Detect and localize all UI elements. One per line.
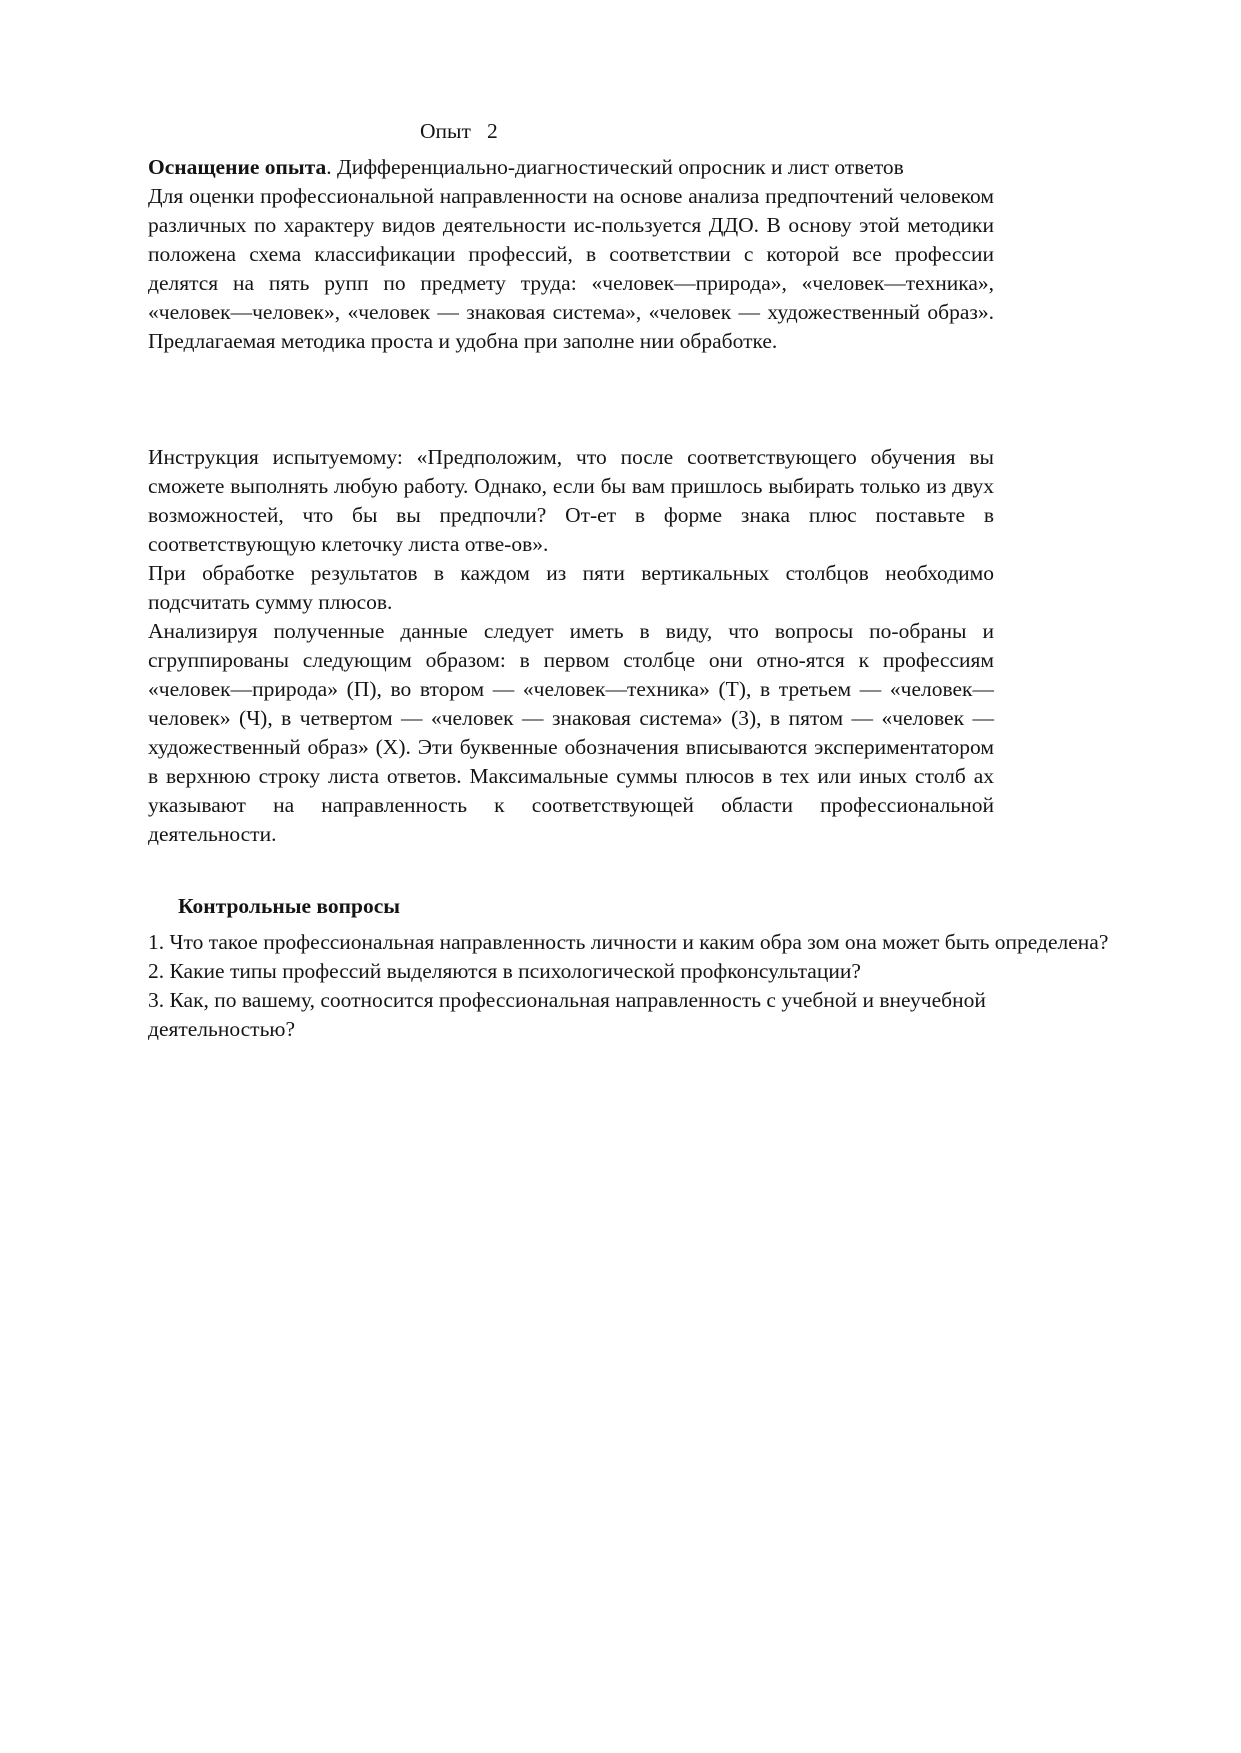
intro-paragraph: Для оценки профессиональной направленности на основе анализа предпочтений человеком различных по характеру видов деятельности ис-пользуется ДДО. В основу этой методики положена схема классификации профессий, в соответствии с которой все профессии делятся на пять рупп по предмету труда: «человек—природа», «человек—техника», «человек—человек», «человек — знаковая система», «человек — художественный образ». Предлагаемая методика проста и удобна при заполне нии обработке. bbox=[148, 184, 994, 353]
instruction-paragraph: Инструкция испытуемому: «Предположим, что после соответствующего обучения вы сможете выполнять любую работу. Однако, если бы вам пришлось выбирать только из двух возможностей, что бы вы предпочли? От-ет в форме знака плюс поставьте в соответствующую клеточку листа отве-ов». bbox=[148, 445, 994, 556]
control-question: 1. Что такое профессиональная направленность личности и каким обра зом она может быть определена? bbox=[148, 930, 1109, 954]
processing-paragraph: При обработке результатов в каждом из пяти вертикальных столбцов необходимо подсчитать сумму плюсов. bbox=[148, 561, 994, 614]
equipment-text: . Дифференциально-диагностический опросник и лист ответов bbox=[326, 155, 904, 179]
control-questions-list bbox=[148, 928, 1138, 1044]
instruction-section bbox=[148, 443, 994, 849]
control-question: 2. Какие типы профессий выделяются в психологической профконсультации? bbox=[148, 959, 861, 983]
equipment-paragraph bbox=[148, 153, 994, 182]
control-question: 3. Как, по вашему, соотносится профессиональная направленность с учебной и внеучебной деятельностью? bbox=[148, 988, 986, 1041]
equipment-label: Оснащение опыта bbox=[148, 155, 327, 179]
control-questions-heading: Контрольные вопросы bbox=[178, 894, 401, 918]
experiment-title: Опыт 2 bbox=[420, 119, 498, 143]
analysis-paragraph: Анализируя полученные данные следует иметь в виду, что вопросы по-обраны и сгруппированы следующим образом: в первом столбце они отно-ятся к профессиям «человек—природа» (П), во втором — «человек—техника» (Т), в третьем — «человек—человек» (Ч), в четвертом — «человек — знаковая система» (3), в пятом — «человек — художественный образ» (X). Эти буквенные обозначения вписываются экспериментатором в верхнюю строку листа ответов. Максимальные суммы плюсов в тех или иных столб ах указывают на направленность к соответствующей области профессиональной деятельности. bbox=[148, 619, 994, 846]
intro-section bbox=[148, 153, 994, 356]
